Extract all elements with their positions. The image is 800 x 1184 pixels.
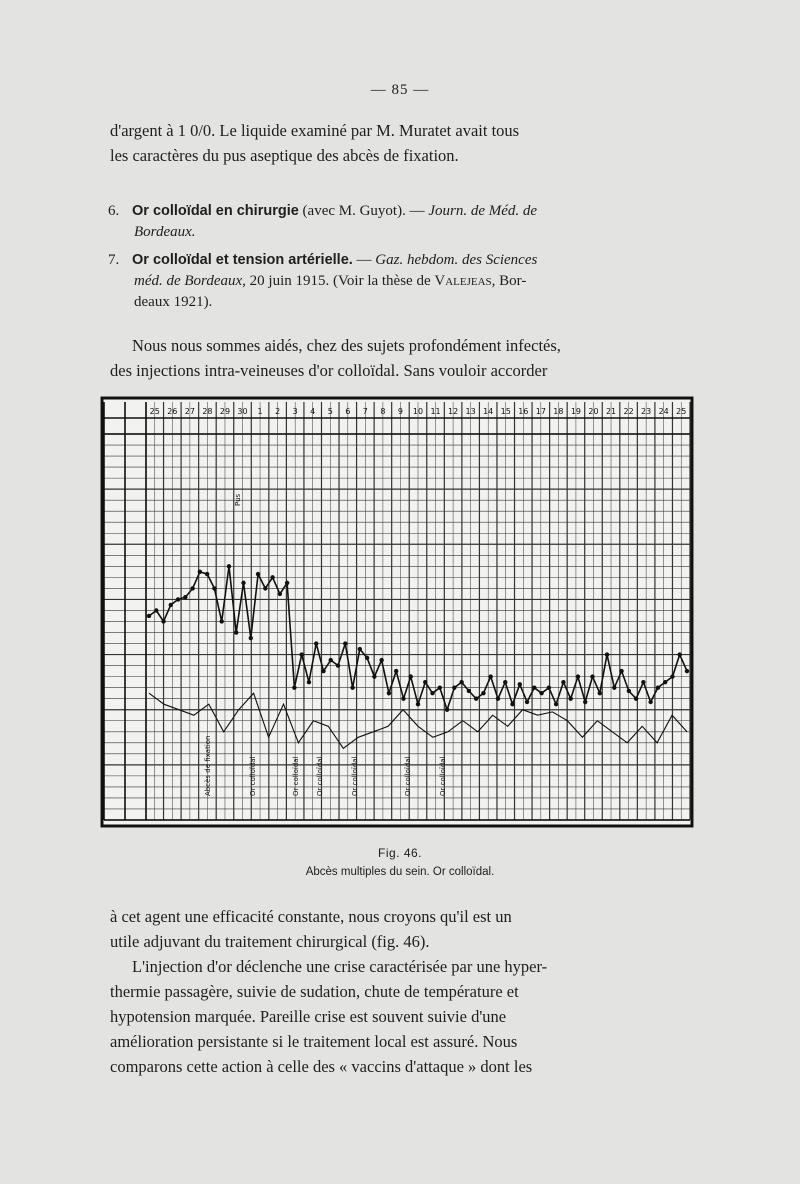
temperature-point (474, 696, 478, 700)
temperature-point (416, 702, 420, 706)
temperature-point (365, 656, 369, 660)
text-line: les caractères du pus aseptique des abcès de fixation. (110, 146, 459, 165)
treatment-label: Pus (234, 493, 242, 506)
temperature-point (547, 685, 551, 689)
temperature-point (612, 685, 616, 689)
temperature-point (634, 696, 638, 700)
treatment-label: Or colloïdal (292, 756, 300, 796)
temperature-point (459, 680, 463, 684)
date-header: 18 (553, 407, 564, 416)
date-header: 1 (257, 407, 263, 416)
date-header: 20 (588, 407, 599, 416)
reference-7 (108, 250, 673, 313)
temperature-point (510, 702, 514, 706)
date-header: 8 (380, 407, 386, 416)
temperature-point (670, 674, 674, 678)
treatment-label: Or colloïdal (316, 756, 324, 796)
date-header: 17 (535, 407, 546, 416)
date-header: 30 (237, 407, 248, 416)
temperature-point (394, 669, 398, 673)
date-header: 16 (518, 407, 529, 416)
temperature-point (430, 691, 434, 695)
temperature-point (234, 630, 238, 634)
temperature-point (321, 669, 325, 673)
temperature-point (685, 669, 689, 673)
temperature-point (438, 685, 442, 689)
date-header: 29 (219, 407, 231, 416)
temperature-point (358, 647, 362, 651)
treatment-label: Or colloïdal (404, 756, 412, 796)
journal-name: Journ. de Méd. de (428, 203, 538, 219)
figure-label: Fig. 46. (377, 846, 423, 860)
date-header: 24 (658, 407, 669, 416)
date-header: 22 (623, 407, 634, 416)
date-header: 9 (397, 407, 403, 416)
temperature-point (496, 696, 500, 700)
text-line: amélioration persistante si le traitement local est assuré. Nous (110, 1032, 518, 1051)
temperature-point (292, 685, 296, 689)
temperature-point (270, 575, 274, 579)
text-line: Nous nous sommes aidés, chez des sujets profondément infectés, (132, 336, 561, 355)
temperature-point (598, 691, 602, 695)
temperature-point (314, 641, 318, 645)
date-header: 3 (292, 407, 298, 416)
date-header: 21 (605, 407, 617, 416)
temperature-point (299, 652, 303, 656)
temperature-point (445, 708, 449, 712)
treatment-label: Or colloïdal (249, 756, 257, 796)
temperature-point (518, 682, 522, 686)
temperature-point (227, 564, 231, 568)
reference-text: deaux 1921). (134, 294, 213, 310)
temperature-point (161, 619, 165, 623)
reference-number: 7. (108, 252, 120, 268)
date-header: 27 (184, 407, 195, 416)
reference-text: , Bor- (491, 273, 527, 289)
page-number: — 85 — (370, 82, 430, 98)
date-header: 10 (412, 407, 424, 416)
journal-name: Bordeaux. (134, 224, 196, 240)
temperature-point (656, 685, 660, 689)
paragraph-1 (110, 333, 670, 383)
temperature-point (532, 685, 536, 689)
temperature-point (467, 689, 471, 693)
temperature-point (329, 658, 333, 662)
temperature-point (409, 674, 413, 678)
temperature-point (387, 691, 391, 695)
date-header: 13 (465, 407, 476, 416)
date-header: 11 (430, 407, 441, 416)
treatment-label: Abcès de fixation (204, 735, 212, 796)
temperature-point (525, 700, 529, 704)
temperature-point (379, 658, 383, 662)
text-line: d'argent à 1 0/0. Le liquide examiné par M. Muratet avait tous (110, 121, 520, 140)
temperature-point (423, 680, 427, 684)
temperature-point (256, 572, 260, 576)
temperature-point (169, 603, 173, 607)
text-line: utile adjuvant du traitement chirurgical (fig. 46). (110, 932, 430, 951)
date-header: 4 (310, 407, 316, 416)
date-header: 14 (483, 407, 494, 416)
reference-number: 6. (108, 203, 120, 219)
temperature-point (489, 674, 493, 678)
text-line: hypotension marquée. Pareille crise est souvent suivie d'une (110, 1007, 507, 1026)
treatment-label: Or colloïdal (439, 756, 447, 796)
temperature-point (605, 652, 609, 656)
date-header: 5 (327, 407, 333, 416)
temperature-point (336, 663, 340, 667)
temperature-point (278, 592, 282, 596)
temperature-point (350, 685, 354, 689)
reference-text: (avec M. Guyot). — (298, 203, 429, 219)
text-line: à cet agent une efficacité constante, nous croyons qu'il est un (110, 907, 512, 926)
figure-caption: Abcès multiples du sein. Or colloïdal. (305, 866, 495, 878)
temperature-point (590, 674, 594, 678)
temperature-point (372, 674, 376, 678)
temperature-point (503, 680, 507, 684)
reference-title: Or colloïdal en chirurgie (132, 203, 299, 219)
date-header: 7 (362, 407, 368, 416)
chart-background (100, 396, 694, 828)
temperature-point (678, 652, 682, 656)
temperature-point (641, 680, 645, 684)
date-header: 23 (641, 407, 652, 416)
temperature-point (212, 586, 216, 590)
author-name: Valejeas (434, 273, 492, 289)
temperature-point (539, 691, 543, 695)
journal-name: Gaz. hebdom. des Sciences (375, 252, 538, 268)
temperature-point (401, 696, 405, 700)
text-line: thermie passagère, suivie de sudation, chute de température et (110, 982, 519, 1001)
temperature-point (147, 614, 151, 618)
date-header: 2 (275, 407, 281, 416)
temperature-point (307, 680, 311, 684)
temperature-point (285, 581, 289, 585)
date-header: 12 (448, 407, 459, 416)
paragraph-2 (110, 904, 670, 1079)
date-header: 28 (202, 407, 213, 416)
date-header: 19 (570, 407, 582, 416)
temperature-point (154, 608, 158, 612)
temperature-point (205, 572, 209, 576)
temperature-point (183, 595, 187, 599)
date-header: 15 (500, 407, 511, 416)
temperature-point (176, 597, 180, 601)
intro-paragraph (110, 118, 670, 168)
temperature-point (583, 700, 587, 704)
date-header: 26 (167, 407, 178, 416)
temperature-point (554, 702, 558, 706)
date-header: 25 (676, 407, 687, 416)
date-header: 6 (345, 407, 351, 416)
treatment-label: Or colloïdal (351, 756, 359, 796)
chart-svg (100, 396, 694, 828)
temperature-point (249, 636, 253, 640)
temperature-point (343, 641, 347, 645)
reference-title: Or colloïdal et tension artérielle. (132, 252, 353, 268)
temperature-point (220, 619, 224, 623)
temperature-point (263, 586, 267, 590)
temperature-point (648, 700, 652, 704)
temperature-point (619, 669, 623, 673)
text-line: comparons cette action à celle des « vaccins d'attaque » dont les (110, 1057, 533, 1076)
date-header: 25 (149, 407, 160, 416)
journal-name: méd. de Bordeaux, (134, 273, 246, 289)
temperature-point (481, 691, 485, 695)
temperature-point (190, 586, 194, 590)
temperature-point (663, 680, 667, 684)
temperature-point (241, 581, 245, 585)
text-line: des injections intra-veineuses d'or colloïdal. Sans vouloir accorder (110, 361, 548, 380)
reference-text: — (352, 252, 376, 268)
temperature-point (452, 685, 456, 689)
temperature-point (561, 680, 565, 684)
temperature-point (198, 570, 202, 574)
temperature-chart (100, 396, 694, 828)
temperature-point (576, 674, 580, 678)
temperature-point (568, 696, 572, 700)
text-line: L'injection d'or déclenche une crise caractérisée par une hyper- (132, 957, 548, 976)
reference-text: 20 juin 1915. (Voir la thèse de (245, 273, 435, 289)
reference-6 (108, 201, 673, 243)
temperature-point (627, 689, 631, 693)
